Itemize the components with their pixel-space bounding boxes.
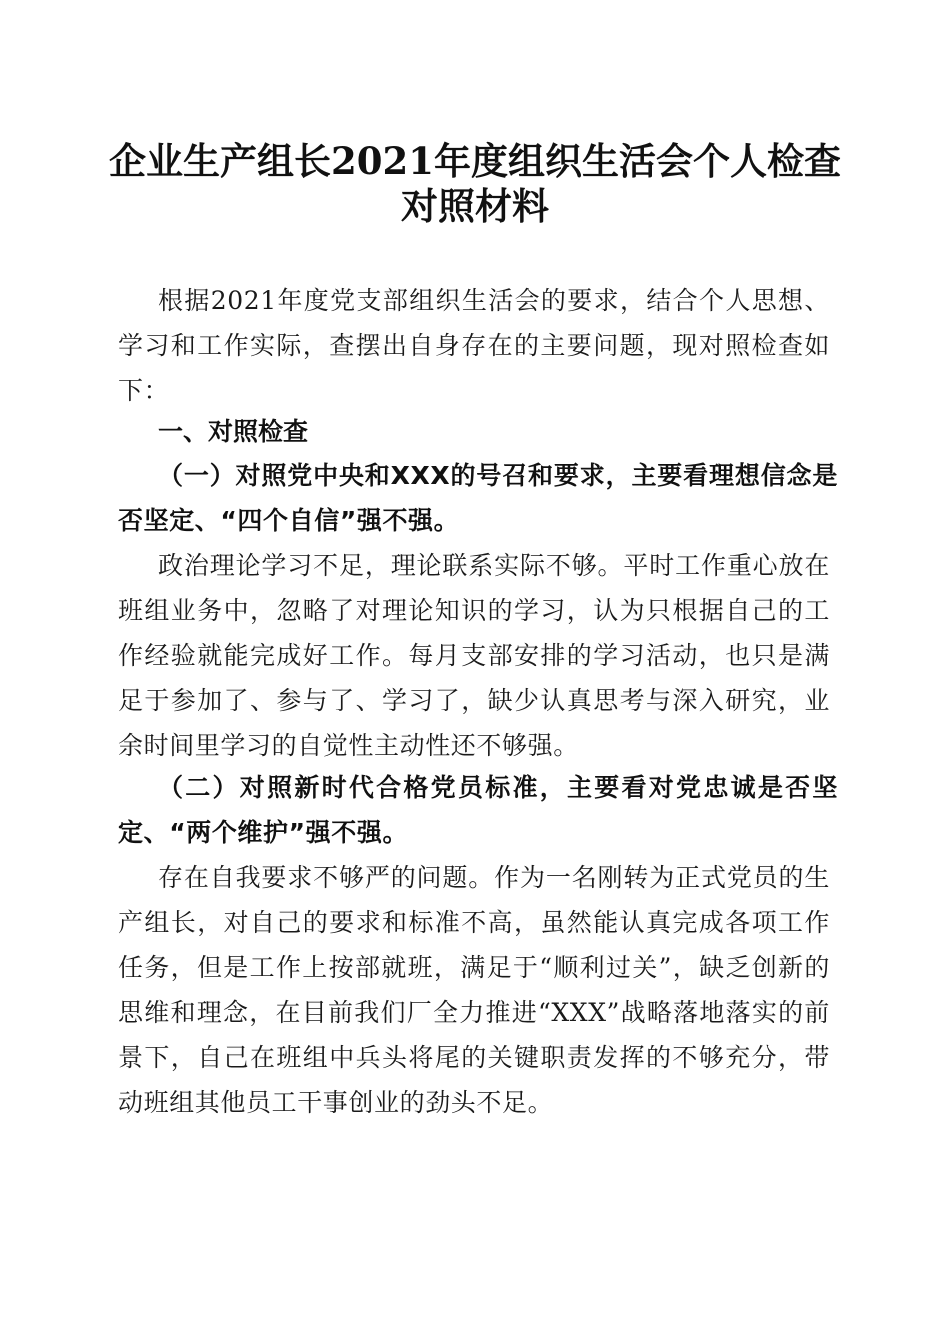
- subsection-heading-2: （二）对照新时代合格党员标准，主要看对党忠诚是否坚定、“两个维护”强不强。: [118, 773, 838, 847]
- subsection-body-1: 政治理论学习不足，理论联系实际不够。平时工作重心放在班组业务中，忽略了对理论知识的学习，认为只根据自己的工作经验就能完成好工作。每月支部安排的学习活动，也只是满足于参加了、参与了、学习了，缺少认真思考与深入研究，业余时间里学习的自觉性主动性还不够强。: [118, 551, 830, 760]
- subsection-body-2: 存在自我要求不够严的问题。作为一名刚转为正式党员的生产组长，对自己的要求和标准不高，虽然能认真完成各项工作任务，但是工作上按部就班，满足于“顺利过关”，缺乏创新的思维和理念，在目前我们厂全力推进“XXX”战略落地落实的前景下，自己在班组中兵头将尾的关键职责发挥的不够充分，带动班组其他员工干事创业的劲头不足。: [118, 863, 830, 1117]
- section-heading-1: 一、对照检查: [158, 417, 309, 446]
- document-title-line-1: 企业生产组长2021年度组织生活会个人检查: [109, 139, 841, 183]
- subsection-heading-1: （一）对照党中央和XXX的号召和要求，主要看理想信念是否坚定、“四个自信”强不强。: [118, 461, 838, 535]
- document-title-line-2: 对照材料: [401, 184, 549, 228]
- intro-paragraph: 根据2021年度党支部组织生活会的要求，结合个人思想、学习和工作实际，查摆出自身存在的主要问题，现对照检查如下：: [118, 286, 830, 405]
